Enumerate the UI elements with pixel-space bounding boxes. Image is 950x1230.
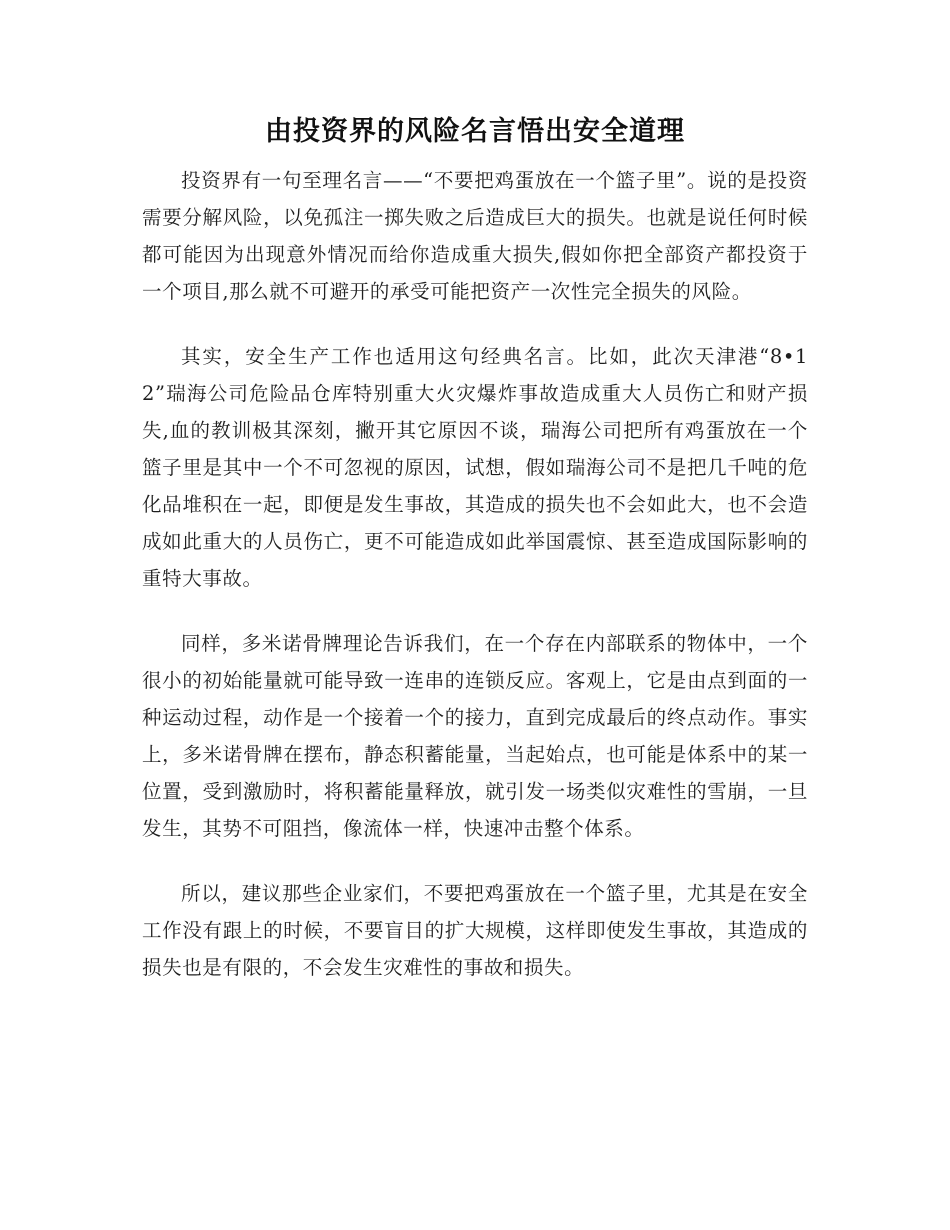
paragraph-3: 同样，多米诺骨牌理论告诉我们，在一个存在内部联系的物体中，一个很小的初始能量就可能导致一连串的连锁反应。客观上，它是由点到面的一种运动过程，动作是一个接着一个的接力，直到完成最后的终点动作。事实上，多米诺骨牌在摆布，静态积蓄能量，当起始点，也可能是体系中的某一位置，受到激励时，将积蓄能量释放，就引发一场类似灾难性的雪崩，一旦发生，其势不可阻挡，像流体一样，快速冲击整个体系。 bbox=[142, 632, 808, 840]
paragraph-4: 所以，建议那些企业家们，不要把鸡蛋放在一个篮子里，尤其是在安全工作没有跟上的时候，不要盲目的扩大规模，这样即使发生事故，其造成的损失也是有限的，不会发生灾难性的事故和损失。 bbox=[142, 882, 808, 979]
paragraph-1: 投资界有一句至理名言——“不要把鸡蛋放在一个篮子里”。说的是投资需要分解风险，以免孤注一掷失败之后造成巨大的损失。也就是说任何时候都可能因为出现意外情况而给你造成重大损失,假如你把全部资产都投资于一个项目,那么就不可避开的承受可能把资产一次性完全损失的风险。 bbox=[142, 169, 808, 303]
document-title: 由投资界的风险名言悟出安全道理 bbox=[265, 116, 685, 147]
paragraph-2: 其实，安全生产工作也适用这句经典名言。比如，此次天津港“8•12”瑞海公司危险品仓库特别重大火灾爆炸事故造成重大人员伤亡和财产损失,血的教训极其深刻，撇开其它原因不谈，瑞海公司把所有鸡蛋放在一个篮子里是其中一个不可忽视的原因，试想，假如瑞海公司不是把几千吨的危化品堆积在一起，即便是发生事故，其造成的损失也不会如此大，也不会造成如此重大的人员伤亡，更不可能造成如此举国震惊、甚至造成国际影响的重特大事故。 bbox=[142, 345, 808, 590]
